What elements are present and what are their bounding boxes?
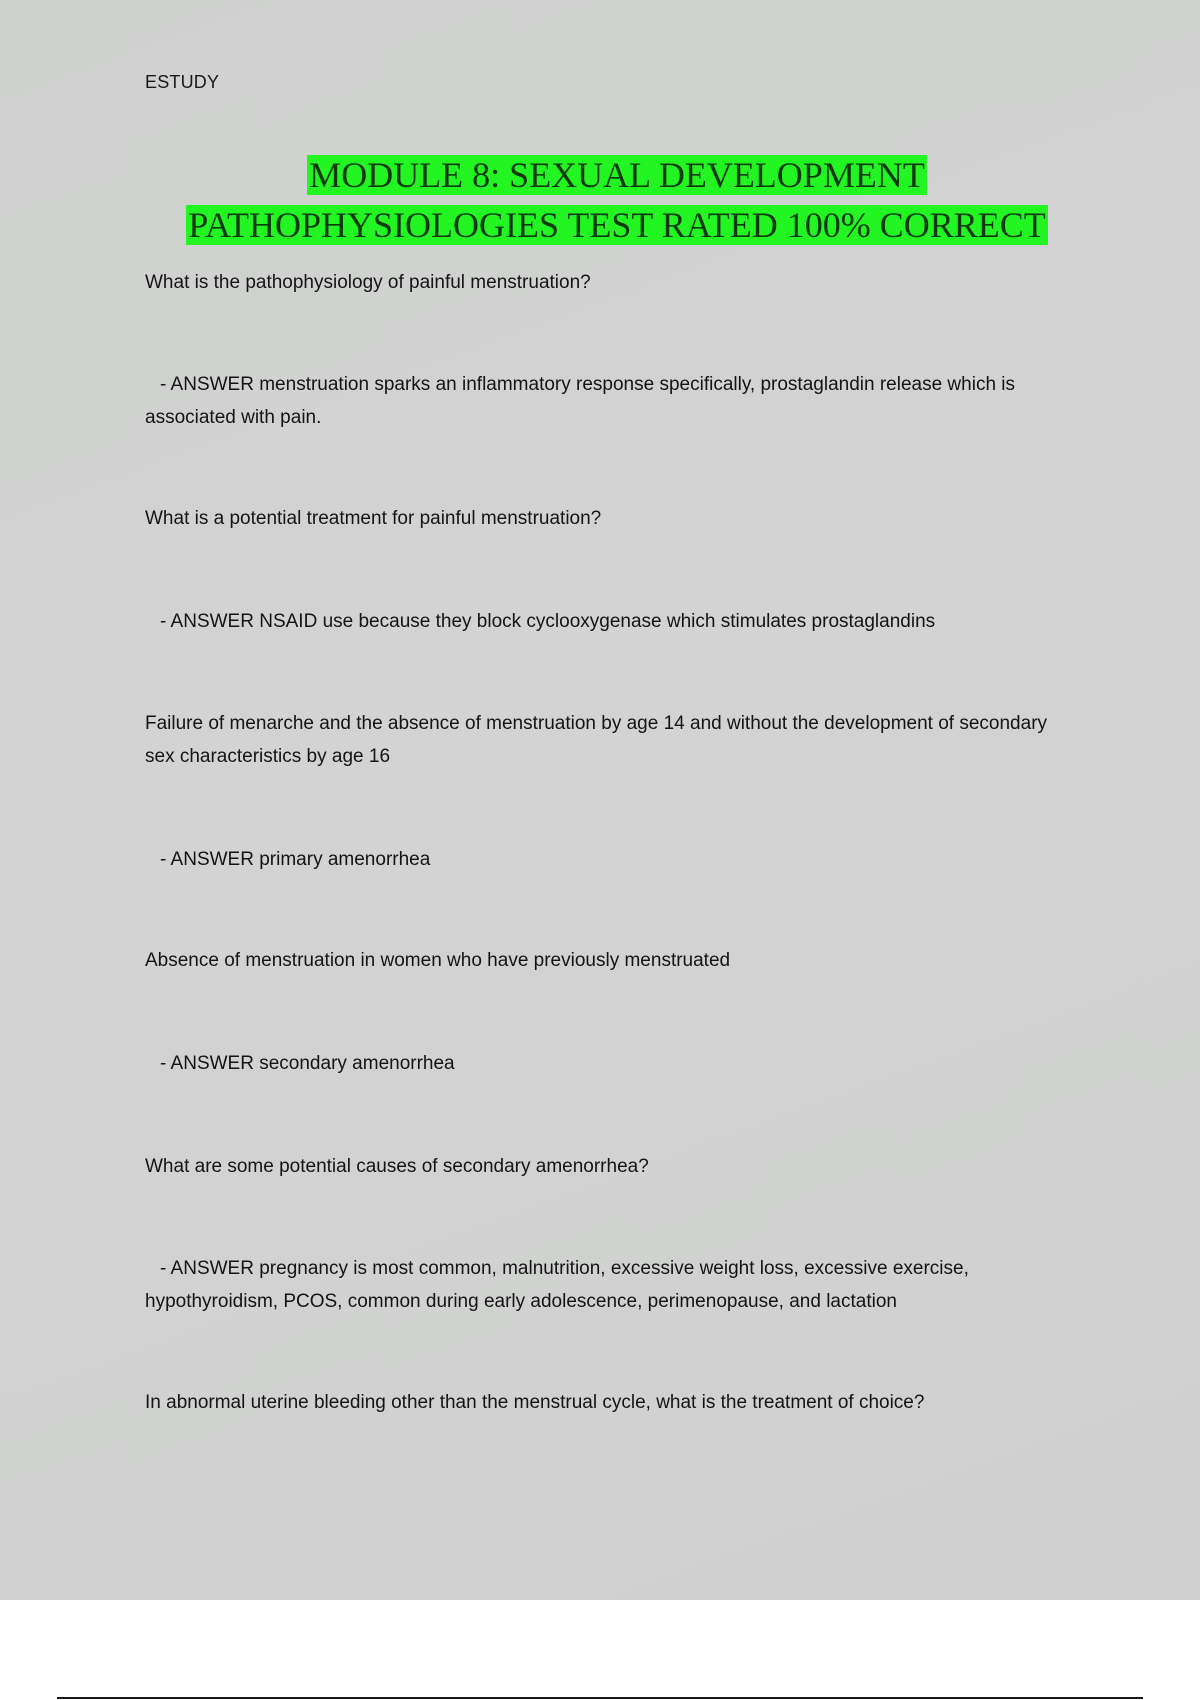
question-1: What is the pathophysiology of painful menstruation? — [145, 272, 591, 293]
question-6: In abnormal uterine bleeding other than the menstrual cycle, what is the treatment of choice? — [145, 1392, 925, 1413]
question-4: Absence of menstruation in women who have previously menstruated — [145, 950, 731, 971]
document-title — [0, 150, 1200, 250]
document-header: ESTUDY — [145, 72, 220, 92]
answer-5: - ANSWER pregnancy is most common, malnutrition, excessive weight loss, excessive exercise, hypothyroidism, PCOS, common during early adolescence, perimenopause, and lactation — [145, 1258, 969, 1312]
title-line-2: PATHOPHYSIOLOGIES TEST RATED 100% CORRECT — [188, 205, 1046, 245]
question-2: What is a potential treatment for painful menstruation? — [145, 508, 602, 529]
question-3: Failure of menarche and the absence of menstruation by age 14 and without the development of secondary sex characteristics by age 16 — [145, 713, 1048, 767]
answer-3: - ANSWER primary amenorrhea — [160, 849, 431, 870]
footer-divider — [57, 1697, 1143, 1699]
answer-1: - ANSWER menstruation sparks an inflammatory response specifically, prostaglandin release which is associated with pain. — [145, 374, 1016, 428]
answer-4: - ANSWER secondary amenorrhea — [160, 1053, 455, 1074]
title-line-1: MODULE 8: SEXUAL DEVELOPMENT — [309, 155, 925, 195]
answer-2: - ANSWER NSAID use because they block cyclooxygenase which stimulates prostaglandins — [160, 611, 936, 632]
question-5: What are some potential causes of secondary amenorrhea? — [145, 1156, 649, 1177]
